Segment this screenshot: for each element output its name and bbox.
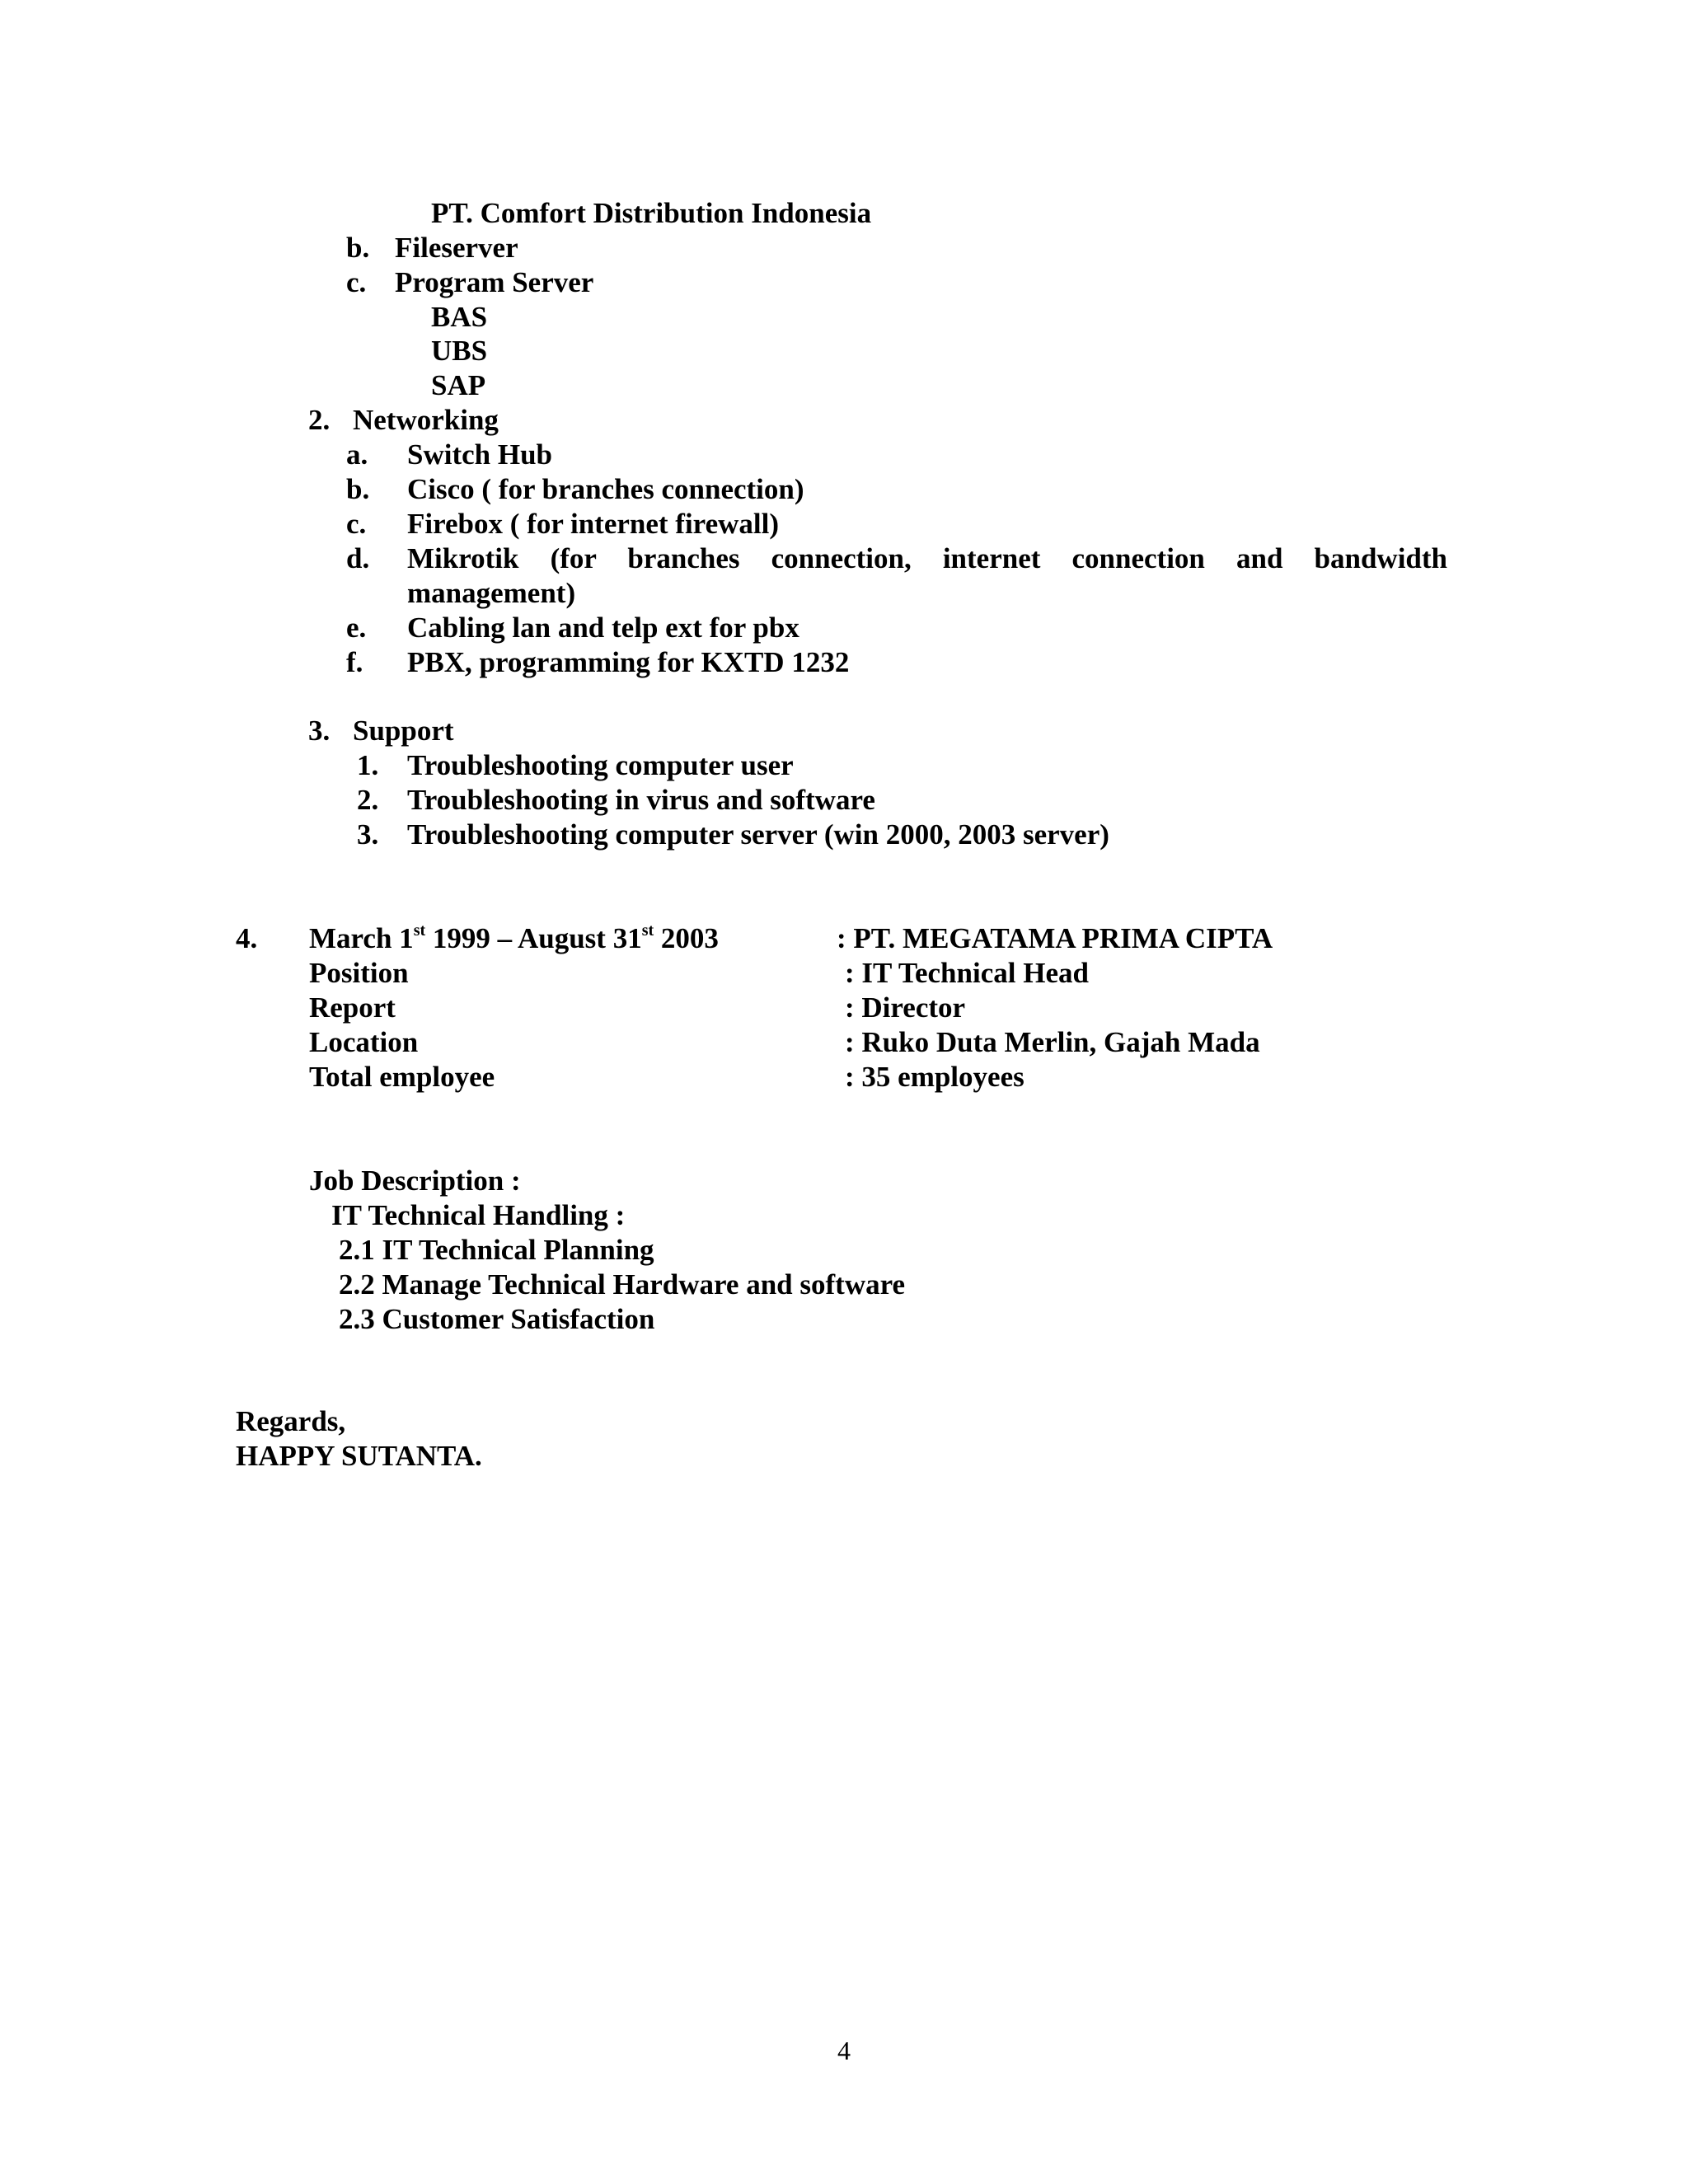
support-item: Troubleshooting in virus and software [407, 784, 875, 816]
date-end: 2003 [654, 922, 719, 954]
support-item: Troubleshooting computer server (win 2000, 2003 server) [407, 818, 1109, 851]
networking-item: Firebox ( for internet firewall) [407, 508, 779, 540]
date-end-suffix: st [641, 921, 654, 940]
page-number: 4 [837, 2036, 851, 2065]
networking-item: Mikrotik (for branches connection, internet connection and bandwidth [407, 542, 1447, 574]
list-marker: c. [346, 508, 367, 540]
list-marker: d. [346, 542, 370, 574]
list-marker: a. [346, 438, 368, 471]
program-server-sap: SAP [431, 369, 486, 401]
job-description-label: Job Description : [309, 1165, 521, 1197]
list-marker: e. [346, 612, 367, 644]
field-value-total-employee: : 35 employees [845, 1061, 1025, 1093]
list-marker: 2. [357, 784, 379, 816]
networking-heading: Networking [353, 404, 499, 436]
section-number: 2. [308, 404, 331, 436]
field-label-total-employee: Total employee [309, 1061, 495, 1093]
list-marker: c. [346, 266, 367, 298]
field-value-location: : Ruko Duta Merlin, Gajah Mada [845, 1026, 1260, 1058]
list-marker: 3. [357, 818, 379, 851]
job-date-range [309, 921, 719, 956]
date-start-suffix: st [413, 921, 426, 940]
field-label-report: Report [309, 991, 396, 1024]
date-start: March 1 [309, 922, 414, 954]
job-number: 4. [236, 922, 258, 954]
handling-title: IT Technical Handling : [331, 1199, 626, 1231]
program-server-bas: BAS [431, 301, 488, 333]
field-label-position: Position [309, 957, 409, 989]
date-middle: 1999 – August 31 [425, 922, 642, 954]
list-marker: b. [346, 473, 370, 505]
company-line: PT. Comfort Distribution Indonesia [431, 197, 872, 229]
job-company: : PT. MEGATAMA PRIMA CIPTA [837, 922, 1273, 954]
networking-item: Cisco ( for branches connection) [407, 473, 804, 505]
closing-regards: Regards, [236, 1405, 346, 1437]
networking-item: Cabling lan and telp ext for pbx [407, 612, 799, 644]
handling-item: 2.2 Manage Technical Hardware and software [339, 1268, 906, 1301]
networking-item: PBX, programming for KXTD 1232 [407, 646, 850, 678]
field-value-report: : Director [845, 991, 966, 1024]
field-value-position: : IT Technical Head [845, 957, 1089, 989]
networking-item: Switch Hub [407, 438, 553, 471]
field-label-location: Location [309, 1026, 419, 1058]
handling-item: 2.3 Customer Satisfaction [339, 1303, 655, 1335]
list-item-program-server: Program Server [395, 266, 594, 298]
section-number: 3. [308, 715, 331, 747]
support-heading: Support [353, 715, 454, 747]
list-item-fileserver: Fileserver [395, 232, 518, 264]
support-item: Troubleshooting computer user [407, 749, 794, 781]
signature-name: HAPPY SUTANTA. [236, 1440, 482, 1472]
list-marker: b. [346, 232, 370, 264]
handling-item: 2.1 IT Technical Planning [339, 1234, 654, 1266]
list-marker: 1. [357, 749, 379, 781]
networking-item-continued: management) [407, 577, 576, 609]
list-marker: f. [346, 646, 363, 678]
program-server-ubs: UBS [431, 335, 488, 367]
